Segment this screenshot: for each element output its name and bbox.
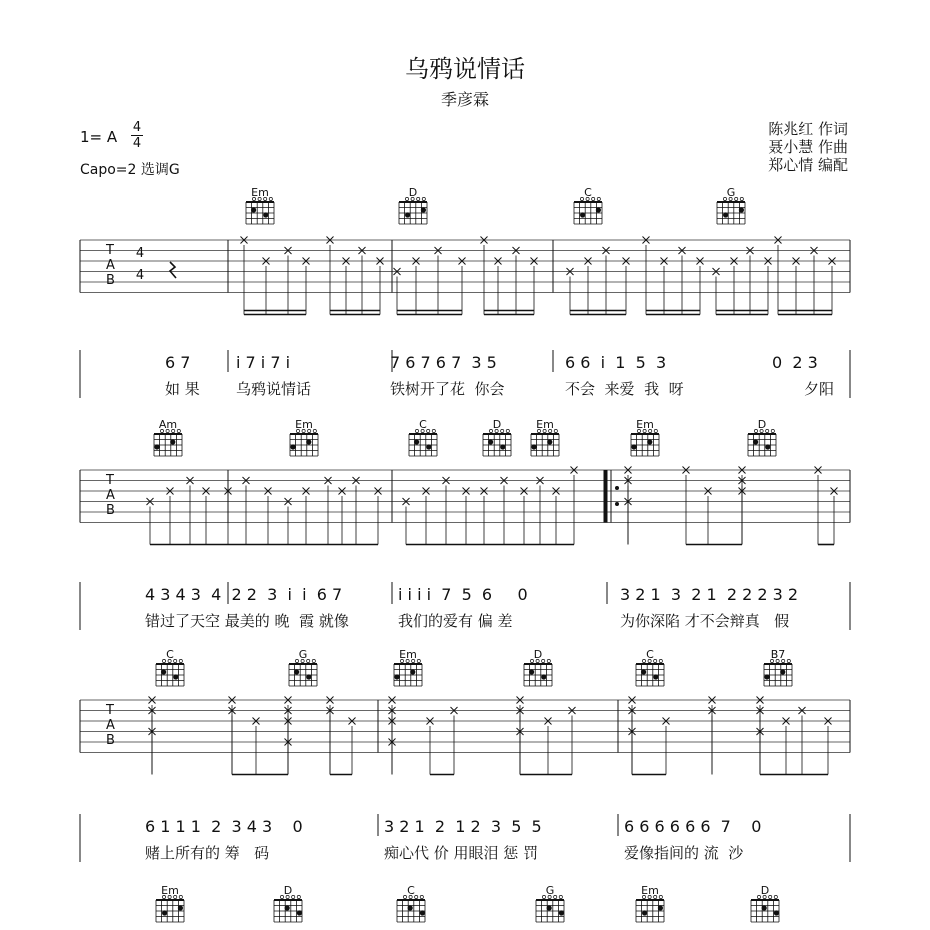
open-string-marker bbox=[542, 659, 545, 662]
jianpu-notes: 3 2 1 3 2 1 2 2 2 3 2 bbox=[620, 585, 799, 604]
open-string-marker bbox=[740, 197, 743, 200]
finger-dot bbox=[290, 444, 295, 449]
chord-diagram-3-5 bbox=[751, 884, 779, 922]
open-string-marker bbox=[179, 659, 182, 662]
finger-dot bbox=[263, 212, 268, 217]
finger-dot bbox=[297, 910, 302, 915]
open-string-marker bbox=[280, 895, 283, 898]
finger-dot bbox=[306, 674, 311, 679]
lyric-line: 我们的爱有 偏 差 bbox=[398, 612, 513, 630]
chord-name: Am bbox=[158, 418, 178, 431]
lyric-line: 如 果 bbox=[165, 380, 200, 398]
chord-diagram-1-5 bbox=[631, 418, 659, 456]
chord-name: Em bbox=[161, 884, 179, 897]
chord-diagram-2-4 bbox=[636, 648, 664, 686]
chord-diagram-2-2 bbox=[394, 648, 422, 686]
open-string-marker bbox=[292, 895, 295, 898]
chord-name: G bbox=[545, 884, 555, 897]
open-string-marker bbox=[766, 429, 769, 432]
chord-diagram-2-0 bbox=[156, 648, 184, 686]
open-string-marker bbox=[427, 429, 430, 432]
finger-dot bbox=[421, 207, 426, 212]
open-string-marker bbox=[422, 197, 425, 200]
tab-clef-letter: B bbox=[106, 273, 115, 288]
open-string-marker bbox=[174, 659, 177, 662]
finger-dot bbox=[653, 674, 658, 679]
credit-composer: 聂小慧 作曲 bbox=[768, 138, 848, 156]
chord-name: Em bbox=[636, 418, 654, 431]
open-string-marker bbox=[403, 895, 406, 898]
chord-name: D bbox=[533, 648, 543, 661]
open-string-marker bbox=[501, 429, 504, 432]
chord-diagram-3-4 bbox=[636, 884, 664, 922]
finger-dot bbox=[500, 444, 505, 449]
chord-name: D bbox=[283, 884, 293, 897]
open-string-marker bbox=[787, 659, 790, 662]
finger-dot bbox=[426, 444, 431, 449]
open-string-marker bbox=[489, 429, 492, 432]
finger-dot bbox=[631, 444, 636, 449]
open-string-marker bbox=[642, 659, 645, 662]
finger-dot bbox=[541, 674, 546, 679]
chord-diagram-1-6 bbox=[748, 418, 776, 456]
open-string-marker bbox=[659, 895, 662, 898]
chord-name: Em bbox=[536, 418, 554, 431]
chord-name: Em bbox=[399, 648, 417, 661]
finger-dot bbox=[306, 439, 311, 444]
chord-diagram-0-0 bbox=[246, 186, 274, 224]
finger-dot bbox=[780, 669, 785, 674]
artist-name: 季彦霖 bbox=[440, 90, 489, 109]
finger-dot bbox=[408, 905, 413, 910]
finger-dot bbox=[641, 669, 646, 674]
open-string-marker bbox=[757, 895, 760, 898]
finger-dot bbox=[251, 207, 256, 212]
chord-name: C bbox=[646, 648, 654, 661]
time-signature-bottom: 4 bbox=[132, 136, 142, 151]
chord-diagram-0-3 bbox=[717, 186, 745, 224]
open-string-marker bbox=[597, 197, 600, 200]
tab-clef-letter: T bbox=[106, 703, 114, 718]
jianpu-notes: 6 1 1 1 2 3 4 3 0 bbox=[145, 817, 303, 836]
tab-clef-letter: A bbox=[106, 258, 115, 273]
open-string-marker bbox=[420, 895, 423, 898]
chord-diagram-1-0 bbox=[154, 418, 182, 456]
finger-dot bbox=[394, 674, 399, 679]
jianpu-notes: 7 6 7 6 7 3 5 bbox=[390, 353, 497, 372]
repeat-dot bbox=[615, 502, 619, 506]
lyric-line: 错过了天空 最美的 晚 霞 就像 bbox=[145, 612, 349, 630]
open-string-marker bbox=[654, 659, 657, 662]
lyric-line: 夕阳 bbox=[804, 380, 835, 398]
finger-dot bbox=[173, 674, 178, 679]
chord-name: Em bbox=[641, 884, 659, 897]
open-string-marker bbox=[417, 197, 420, 200]
key-signature: 1= A bbox=[80, 128, 118, 146]
open-string-marker bbox=[774, 895, 777, 898]
quarter-rest bbox=[170, 262, 176, 278]
lyric-line: 乌鸦说情话 bbox=[236, 380, 312, 398]
chord-name: G bbox=[726, 186, 736, 199]
open-string-marker bbox=[312, 659, 315, 662]
finger-dot bbox=[405, 212, 410, 217]
jianpu-notes: 6 6 i 1 5 3 bbox=[565, 353, 667, 372]
finger-dot bbox=[723, 212, 728, 217]
tab-clef-letter: T bbox=[106, 473, 114, 488]
open-string-marker bbox=[654, 429, 657, 432]
jianpu-notes: i i i i 7 5 6 0 bbox=[398, 585, 528, 604]
tab-clef-letter: B bbox=[106, 503, 115, 518]
finger-dot bbox=[559, 910, 564, 915]
open-string-marker bbox=[506, 429, 509, 432]
finger-dot bbox=[764, 674, 769, 679]
lyric-line: 赌上所有的 筹 码 bbox=[145, 844, 270, 862]
finger-dot bbox=[294, 669, 299, 674]
finger-dot bbox=[154, 444, 159, 449]
chord-name: C bbox=[407, 884, 415, 897]
credit-arranger: 郑心情 编配 bbox=[768, 156, 848, 174]
finger-dot bbox=[414, 439, 419, 444]
chord-diagram-3-0 bbox=[156, 884, 184, 922]
finger-dot bbox=[647, 439, 652, 444]
chord-name: D bbox=[408, 186, 418, 199]
open-string-marker bbox=[313, 429, 316, 432]
chord-name: C bbox=[419, 418, 427, 431]
chord-diagram-3-2 bbox=[397, 884, 425, 922]
chord-name: D bbox=[492, 418, 502, 431]
time-signature-top: 4 bbox=[132, 120, 142, 135]
tab-time-bottom: 4 bbox=[135, 268, 145, 283]
finger-dot bbox=[762, 905, 767, 910]
song-title: 乌鸦说情话 bbox=[405, 55, 525, 83]
open-string-marker bbox=[417, 659, 420, 662]
open-string-marker bbox=[307, 659, 310, 662]
finger-dot bbox=[178, 905, 183, 910]
chord-diagram-1-3 bbox=[483, 418, 511, 456]
chord-name: D bbox=[757, 418, 767, 431]
open-string-marker bbox=[405, 197, 408, 200]
open-string-marker bbox=[554, 429, 557, 432]
open-string-marker bbox=[415, 429, 418, 432]
finger-dot bbox=[162, 910, 167, 915]
open-string-marker bbox=[592, 197, 595, 200]
tab-clef-letter: A bbox=[106, 488, 115, 503]
open-string-marker bbox=[542, 895, 545, 898]
finger-dot bbox=[753, 439, 758, 444]
chord-name: B7 bbox=[770, 648, 786, 661]
open-string-marker bbox=[559, 895, 562, 898]
finger-dot bbox=[739, 207, 744, 212]
tab-clef-letter: T bbox=[106, 243, 114, 258]
open-string-marker bbox=[179, 895, 182, 898]
chord-diagram-1-1 bbox=[290, 418, 318, 456]
chord-diagram-0-2 bbox=[574, 186, 602, 224]
open-string-marker bbox=[754, 429, 757, 432]
open-string-marker bbox=[580, 197, 583, 200]
lyric-line: 痴心代 价 用眼泪 惩 罚 bbox=[384, 844, 539, 862]
repeat-dot bbox=[615, 486, 619, 490]
finger-dot bbox=[531, 444, 536, 449]
chord-diagram-2-3 bbox=[524, 648, 552, 686]
chord-name: G bbox=[298, 648, 308, 661]
jianpu-notes: 6 7 bbox=[165, 353, 191, 372]
finger-dot bbox=[765, 444, 770, 449]
open-string-marker bbox=[295, 659, 298, 662]
open-string-marker bbox=[297, 895, 300, 898]
finger-dot bbox=[547, 905, 552, 910]
chord-name: Em bbox=[251, 186, 269, 199]
lyric-line: 爱像指间的 流 沙 bbox=[624, 844, 744, 862]
jianpu-notes: 4 3 4 3 4 2 2 3 i i 6 7 bbox=[145, 585, 343, 604]
open-string-marker bbox=[432, 429, 435, 432]
open-string-marker bbox=[659, 659, 662, 662]
jianpu-notes: 6 6 6 6 6 6 7 0 bbox=[624, 817, 762, 836]
finger-dot bbox=[774, 910, 779, 915]
jianpu-notes: i 7 i 7 i bbox=[236, 353, 291, 372]
jianpu-notes: 0 2 3 bbox=[772, 353, 818, 372]
open-string-marker bbox=[771, 429, 774, 432]
credit-lyricist: 陈兆红 作词 bbox=[768, 120, 848, 138]
open-string-marker bbox=[530, 659, 533, 662]
finger-dot bbox=[642, 910, 647, 915]
capo-info: Capo=2 选调G bbox=[80, 162, 180, 178]
open-string-marker bbox=[723, 197, 726, 200]
finger-dot bbox=[285, 905, 290, 910]
open-string-marker bbox=[269, 197, 272, 200]
chord-name: C bbox=[166, 648, 174, 661]
chord-name: D bbox=[760, 884, 770, 897]
open-string-marker bbox=[547, 659, 550, 662]
open-string-marker bbox=[177, 429, 180, 432]
lyric-line: 为你深陷 才不会辩真 假 bbox=[620, 612, 790, 630]
jianpu-notes: 3 2 1 2 1 2 3 5 5 bbox=[384, 817, 542, 836]
open-string-marker bbox=[415, 895, 418, 898]
chord-diagram-0-1 bbox=[399, 186, 427, 224]
chord-name: C bbox=[584, 186, 592, 199]
open-string-marker bbox=[554, 895, 557, 898]
open-string-marker bbox=[769, 895, 772, 898]
chord-diagram-2-1 bbox=[289, 648, 317, 686]
chord-diagram-1-4 bbox=[531, 418, 559, 456]
chord-name: Em bbox=[295, 418, 313, 431]
chord-diagram-3-1 bbox=[274, 884, 302, 922]
chord-diagram-3-3 bbox=[536, 884, 564, 922]
chord-diagram-1-2 bbox=[409, 418, 437, 456]
finger-dot bbox=[547, 439, 552, 444]
finger-dot bbox=[596, 207, 601, 212]
lyric-line: 铁树开了花 你会 bbox=[390, 380, 505, 398]
open-string-marker bbox=[735, 197, 738, 200]
finger-dot bbox=[170, 439, 175, 444]
tab-time-top: 4 bbox=[135, 246, 145, 261]
finger-dot bbox=[161, 669, 166, 674]
finger-dot bbox=[488, 439, 493, 444]
finger-dot bbox=[658, 905, 663, 910]
tab-clef-letter: A bbox=[106, 718, 115, 733]
open-string-marker bbox=[162, 659, 165, 662]
lyric-line: 不会 来爱 我 呀 bbox=[565, 380, 684, 398]
chord-diagram-2-5 bbox=[764, 648, 792, 686]
finger-dot bbox=[420, 910, 425, 915]
tab-clef-letter: B bbox=[106, 733, 115, 748]
finger-dot bbox=[580, 212, 585, 217]
finger-dot bbox=[529, 669, 534, 674]
finger-dot bbox=[410, 669, 415, 674]
